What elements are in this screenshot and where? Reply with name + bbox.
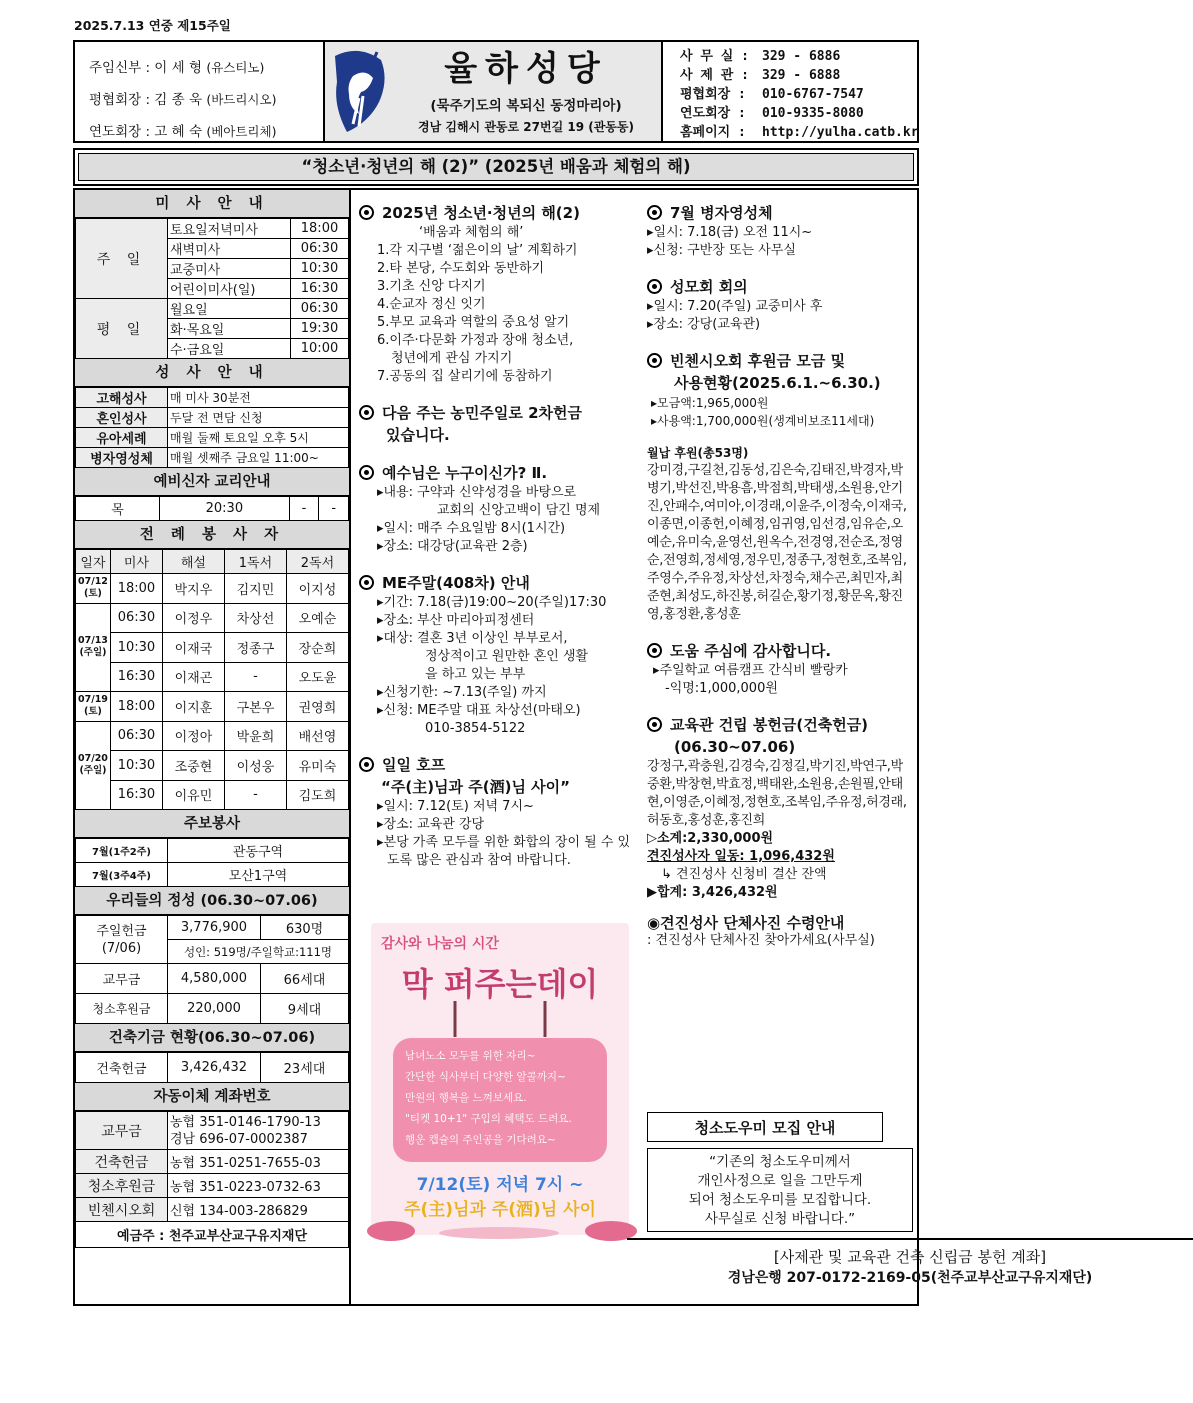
poster-tagline: 감사와 나눔의 시간 xyxy=(381,936,499,952)
liturgy-minister: - xyxy=(224,780,286,810)
sacrament-name: 유아세례 xyxy=(76,428,168,448)
col-header: 1독서 xyxy=(224,550,286,574)
liturgy-minister: 이정우 xyxy=(162,603,224,633)
liturgy-minister: 이지훈 xyxy=(162,692,224,722)
mass-schedule-title: 미 사 안 내 xyxy=(75,190,349,218)
liturgy-time: 16:30 xyxy=(110,662,162,692)
news-column-a xyxy=(359,202,639,870)
contact-list xyxy=(665,44,921,141)
list-item: ▸일시: 매주 수요일밤 8시(1시간) xyxy=(377,521,566,536)
mass-time: 10:00 xyxy=(291,339,349,359)
poster-date: 7/12(토) 저녁 7시 ~ xyxy=(416,1175,584,1195)
left-info-column xyxy=(75,190,351,1304)
me-weekend-heading: ME주말(408차) 안내 xyxy=(359,572,639,594)
liturgy-time: 10:30 xyxy=(110,751,162,781)
table-row xyxy=(76,603,349,633)
offering-type: 교무금 xyxy=(76,964,168,994)
sacrament-info: 매월 둘째 토요일 오후 5시 xyxy=(168,428,349,448)
parish-logo-icon xyxy=(329,46,391,136)
list-item: 5.부모 교육과 역할의 중요성 알기 xyxy=(377,315,570,330)
jesus-study-heading: 예수님은 누구이신가? Ⅱ. xyxy=(359,462,639,484)
officer-pastor: 주임신부 : 이 세 형 (유스티노) xyxy=(89,60,265,76)
mass-time: 06:30 xyxy=(291,299,349,319)
officer-prayer: 연도회장 : 고 혜 숙 (베아트리체) xyxy=(89,124,277,140)
account-holder: 예금주 : 천주교부산교구유지재단 xyxy=(76,1222,349,1248)
sacrament-name: 병자영성체 xyxy=(76,448,168,468)
vincent-society-heading: 빈첸시오회 후원금 모금 및 사용현황(2025.6.1.~6.30.) xyxy=(647,350,915,394)
liturgy-time: 06:30 xyxy=(110,721,162,751)
bullet-circle-icon xyxy=(359,205,374,220)
edu-building-heading: 교육관 건립 봉헌금(건축헌금) (06.30~07.06) xyxy=(647,714,915,758)
service-group: 모산1구역 xyxy=(168,863,349,887)
catechumen-table xyxy=(75,496,349,521)
liturgy-minister: 조중현 xyxy=(162,751,224,781)
bullet-circle-icon xyxy=(647,205,662,220)
edu-donors-list: 강정구,곽충원,김경숙,김정길,박기진,박연구,박중환,박창현,박효정,백태완,소원용,손원필,안태현,이영준,이혜정,정현호,조복임,주유정,허경래,허동호,홍성훈,홍진희 xyxy=(647,759,907,828)
edu-confirmation-note: ↳ 견진성사 신청비 결산 잔액 xyxy=(661,867,827,882)
liturgy-minister: 차상선 xyxy=(224,603,286,633)
liturgy-minister: 이재곤 xyxy=(162,662,224,692)
bullet-circle-icon xyxy=(647,643,662,658)
hope-event-heading: 일일 호프 xyxy=(359,754,639,776)
account-number: 농협 351-0223-0732-63 xyxy=(168,1174,349,1198)
bullet-circle-icon xyxy=(359,757,374,772)
bullet-circle-icon xyxy=(647,717,662,732)
liturgy-time: 18:00 xyxy=(110,574,162,604)
liturgy-title: 전 례 봉 사 자 xyxy=(75,521,349,549)
mothers-meeting-heading: 성모회 회의 xyxy=(647,276,915,298)
footer-title: [사제관 및 교육관 건축 신립금 봉헌 계좌] xyxy=(773,1248,1047,1266)
list-item: ▸장소: 교육관 강당 xyxy=(377,817,485,832)
building-count: 23세대 xyxy=(261,1053,349,1083)
account-label: 빈첸시오회 xyxy=(76,1198,168,1222)
list-item: 6.이주·다문화 가정과 장애 청소년, xyxy=(377,333,574,348)
thanks-heading: 도움 주심에 감사합니다. xyxy=(647,640,915,662)
farmers-sunday-heading: 다음 주는 농민주일로 2차헌금 있습니다. xyxy=(359,402,639,446)
youth-year-subtitle: ‘배움과 체험의 해’ xyxy=(419,225,524,240)
cleaner-recruit-box xyxy=(647,1112,913,1232)
footer-account: 경남은행 207-0172-2169-05(천주교부산교구유지재단) xyxy=(727,1270,1093,1286)
vincent-amounts xyxy=(647,394,915,430)
list-item: ▸일시: 7.20(주일) 교중미사 후 xyxy=(647,299,823,314)
liturgy-minister: 김도희 xyxy=(286,780,348,810)
mass-name: 토요일저녁미사 xyxy=(168,219,291,239)
col-header: 2독서 xyxy=(286,550,348,574)
issue-date: 2025.7.13 연중 제15주일 xyxy=(74,18,231,33)
sunday-offering-count: 630명 xyxy=(261,916,349,940)
poster-slogan: 주(主)님과 주(酒)님 사이 xyxy=(404,1200,596,1220)
list-item: ▸주일학교 여름캠프 간식비 빨랑카 xyxy=(653,663,848,678)
service-group: 관동구역 xyxy=(168,839,349,863)
table-row xyxy=(76,692,349,722)
news-column-b xyxy=(647,202,915,950)
service-week: 7월(1주2주) xyxy=(76,839,168,863)
list-item: -익명:1,000,000원 xyxy=(665,681,778,696)
poster-hanger-icon xyxy=(435,1001,565,1041)
list-item: ▸내용: 구약과 신약성경을 바탕으로 xyxy=(377,485,577,500)
list-item: 을 하고 있는 부부 xyxy=(425,667,526,682)
bullet-circle-icon xyxy=(647,279,662,294)
contact-office: 사 무 실 : 329 - 6886 xyxy=(680,49,841,64)
poster-title: 막 퍼주는데이 xyxy=(401,965,599,1003)
offering-amount: 4,580,000 xyxy=(168,964,261,994)
liturgy-minister: 배선영 xyxy=(286,721,348,751)
table-row xyxy=(76,662,349,692)
liturgy-minister: 이유민 xyxy=(162,780,224,810)
bulletin-service-title: 주보봉사 xyxy=(75,810,349,838)
mass-time: 10:30 xyxy=(291,259,349,279)
liturgy-minister: 유미숙 xyxy=(286,751,348,781)
parish-officers xyxy=(75,42,323,141)
offering-amount: 220,000 xyxy=(168,994,261,1024)
liturgy-minister: 이정아 xyxy=(162,721,224,751)
mass-time: 16:30 xyxy=(291,279,349,299)
sunday-label: 주 일 xyxy=(76,219,168,299)
list-item: ▸기간: 7.18(금)19:00~20(주일)17:30 xyxy=(377,595,607,610)
mass-name: 월요일 xyxy=(168,299,291,319)
list-item: ▸장소: 강당(교육관) xyxy=(647,317,761,332)
sick-communion-heading: 7월 병자영성체 xyxy=(647,202,915,224)
catechumen-day: 목 xyxy=(76,497,160,521)
cleaner-recruit-body: “기존의 청소도우미께서 개인사정으로 일을 그만두게 되어 청소도우미를 모집합니다. 사무실로 신청 바랍니다.” xyxy=(647,1148,913,1232)
sacrament-name: 혼인성사 xyxy=(76,408,168,428)
liturgy-date: 07/19 (토) xyxy=(76,692,111,722)
building-fund-title: 건축기금 현황(06.30~07.06) xyxy=(75,1024,349,1052)
sunday-offering-amount: 3,776,900 xyxy=(168,916,261,940)
catechumen-cell: - xyxy=(319,497,349,521)
liturgy-date: 07/13 (주일) xyxy=(76,603,111,692)
officer-council: 평협회장 : 김 종 욱 (바드리시오) xyxy=(89,92,277,108)
liturgy-minister: 구본우 xyxy=(224,692,286,722)
list-item: 교회의 신앙고백이 담긴 명제 xyxy=(437,503,601,518)
parish-address: 경남 김해시 관동로 27번길 19 (관동동) xyxy=(418,120,634,134)
hope-event-details xyxy=(359,798,639,870)
list-item: 7.공동의 집 살리기에 동참하기 xyxy=(377,369,553,384)
liturgy-minister: 박지우 xyxy=(162,574,224,604)
mass-time: 18:00 xyxy=(291,219,349,239)
edu-total: ▶합계: 3,426,432원 xyxy=(647,885,778,900)
liturgy-minister: 오예순 xyxy=(286,603,348,633)
mass-name: 새벽미사 xyxy=(168,239,291,259)
contact-rectory: 사 제 관 : 329 - 6888 xyxy=(680,68,841,83)
table-row xyxy=(76,633,349,663)
edu-confirmation-gift: 견진성사자 일동: 1,096,432원 xyxy=(647,849,835,864)
service-week: 7월(3주4주) xyxy=(76,863,168,887)
liturgy-time: 18:00 xyxy=(110,692,162,722)
list-item: 4.순교자 정신 잇기 xyxy=(377,297,486,312)
mass-time: 19:30 xyxy=(291,319,349,339)
liturgy-minister: - xyxy=(224,662,286,692)
bullet-circle-icon xyxy=(359,465,374,480)
list-item: 정상적이고 원만한 혼인 생활 xyxy=(425,649,589,664)
list-item: ▸사용액:1,700,000원(생계비보조11세대) xyxy=(651,414,875,428)
sacrament-name: 고해성사 xyxy=(76,388,168,408)
masthead xyxy=(73,40,919,143)
mass-time: 06:30 xyxy=(291,239,349,259)
catechumen-cell: - xyxy=(289,497,319,521)
list-item: ▸장소: 대강당(교육관 2층) xyxy=(377,539,528,554)
list-item: 1.각 지구별 ‘젊은이의 날’ 계획하기 xyxy=(377,243,578,258)
sacrament-info: 두달 전 면담 신청 xyxy=(168,408,349,428)
catechumen-title: 예비신자 교리안내 xyxy=(75,468,349,496)
bullet-circle-icon xyxy=(359,575,374,590)
liturgy-minister: 박윤희 xyxy=(224,721,286,751)
list-item: ▸대상: 결혼 3년 이상인 부부로서, xyxy=(377,631,568,646)
list-item: ▸모금액:1,965,000원 xyxy=(651,396,769,410)
year-theme-banner: “청소년·청년의 해 (2)” (2025년 배움과 체험의 해) xyxy=(73,148,919,186)
bulletin-body xyxy=(73,188,1093,1306)
list-item: 청년에게 관심 가지기 xyxy=(391,351,513,366)
youth-year-heading: 2025년 청소년·청년의 해(2) xyxy=(359,202,639,224)
liturgy-table xyxy=(75,549,349,810)
mass-name: 어린이미사(일) xyxy=(168,279,291,299)
liturgy-time: 16:30 xyxy=(110,780,162,810)
liturgy-minister: 이재국 xyxy=(162,633,224,663)
table-row xyxy=(76,780,349,810)
offering-type: 청소후원금 xyxy=(76,994,168,1024)
offerings-title: 우리들의 정성 (06.30~07.06) xyxy=(75,887,349,915)
jesus-study-details xyxy=(359,484,639,556)
mass-name: 수·금요일 xyxy=(168,339,291,359)
news-area xyxy=(351,190,1093,1304)
building-amount: 3,426,432 xyxy=(168,1053,261,1083)
account-numbers: 농협 351-0146-1790-13 경남 696-07-0002387 xyxy=(168,1112,349,1150)
bullet-circle-icon xyxy=(647,353,662,368)
list-item: ▸신청: ME주말 대표 차상선(마태오) xyxy=(377,703,581,718)
photo-heading: ◉견진성사 단체사진 수령안내 xyxy=(647,914,845,932)
account-label: 청소후원금 xyxy=(76,1174,168,1198)
photo-text: : 견진성사 단체사진 찾아가세요(사무실) xyxy=(647,933,875,948)
bullet-circle-icon xyxy=(359,405,374,420)
youth-year-list xyxy=(359,242,639,386)
list-item: 010-3854-5122 xyxy=(425,721,526,736)
liturgy-minister: 이성웅 xyxy=(224,751,286,781)
liturgy-minister: 김지민 xyxy=(224,574,286,604)
liturgy-time: 10:30 xyxy=(110,633,162,663)
list-item: ▸신청기한: ~7.13(주일) 까지 xyxy=(377,685,547,700)
col-header: 미사 xyxy=(110,550,162,574)
cleaner-recruit-title: 청소도우미 모집 안내 xyxy=(647,1112,883,1142)
building-label: 건축헌금 xyxy=(76,1053,168,1083)
liturgy-minister: 권영희 xyxy=(286,692,348,722)
me-weekend-details xyxy=(359,594,639,738)
sunday-offering-detail: 성인: 519명/주일학교:111명 xyxy=(168,940,349,964)
liturgy-date: 07/20 (주일) xyxy=(76,721,111,810)
liturgy-date: 07/12 (토) xyxy=(76,574,111,604)
mass-name: 교중미사 xyxy=(168,259,291,279)
contact-prayer: 연도회장 : 010-9335-8080 xyxy=(680,106,864,121)
edu-subtotal: ▷소계:2,330,000원 xyxy=(647,831,774,846)
sacraments-title: 성 사 안 내 xyxy=(75,359,349,387)
poster-description: 남녀노소 모두를 위한 자리~ 간단한 식사부터 다양한 알콜까지~ 만원의 행복을 느껴보세요. "티켓 10+1" 구입의 혜택도 드려요. 행운 캡슐의 주인공을 기다려요~ xyxy=(393,1038,607,1162)
vincent-donors-title: 월납 후원(총53명) xyxy=(647,446,749,460)
building-fund-table xyxy=(75,1052,349,1083)
account-label: 건축헌금 xyxy=(76,1150,168,1174)
sunday-offering-label: 주일헌금 (7/06) xyxy=(76,916,168,964)
table-row xyxy=(76,574,349,604)
col-header: 해설 xyxy=(162,550,224,574)
sacraments-table xyxy=(75,387,349,468)
catechumen-time: 20:30 xyxy=(160,497,290,521)
liturgy-minister: 정종구 xyxy=(224,633,286,663)
col-header: 일자 xyxy=(76,550,111,574)
list-item: 3.기초 신앙 다지기 xyxy=(377,279,486,294)
offerings-table xyxy=(75,915,349,1024)
liturgy-minister: 오도윤 xyxy=(286,662,348,692)
liturgy-time: 06:30 xyxy=(110,603,162,633)
parish-patron: (묵주기도의 복되신 동정마리아) xyxy=(430,98,622,114)
table-row xyxy=(76,751,349,781)
mass-name: 화·목요일 xyxy=(168,319,291,339)
list-item: ▸신청: 구반장 또는 사무실 xyxy=(647,243,796,258)
parish-title-block xyxy=(323,42,663,141)
hope-event-poster xyxy=(371,923,629,1235)
accounts-table xyxy=(75,1111,349,1248)
offering-count: 9세대 xyxy=(261,994,349,1024)
list-item: ▸본당 가족 모두를 위한 화합의 장이 될 수 있도록 많은 관심과 참여 바랍니다. xyxy=(377,835,631,868)
bulletin-service-table xyxy=(75,838,349,887)
sacrament-info: 매월 셋째주 금요일 11:00~ xyxy=(168,448,349,468)
accounts-title: 자동이체 계좌번호 xyxy=(75,1083,349,1111)
donation-account-footer xyxy=(627,1238,1193,1304)
vincent-donors-list: 강미경,구길천,김동성,김은숙,김태진,박경자,박병기,박선진,박용흠,박점희,박태생,소원용,안기진,안패수,여미아,이경래,이윤주,이정숙,이재국,이종면,이종헌,이혜정,임귀영,임선경,임유순,오예순,유미숙,윤영선,원옥수,전경영,전순조,정영순,전영희,정세영,정우민,정종구,정현호,조복임,주영수,주유정,차상선,차정숙,채수곤,최민자,최준현,최성도,하진봉,허길순,황기정,황문옥,황진영,홍정환,홍성훈 xyxy=(647,463,907,622)
list-item: ▸일시: 7.18(금) 오전 11시~ xyxy=(647,225,813,240)
liturgy-minister: 이지성 xyxy=(286,574,348,604)
contact-homepage[interactable]: 홈페이지 : http://yulha.catb.kr xyxy=(680,125,919,140)
list-item: 2.타 본당, 수도회와 동반하기 xyxy=(377,261,545,276)
account-number: 농협 351-0251-7655-03 xyxy=(168,1150,349,1174)
account-label: 교무금 xyxy=(76,1112,168,1150)
table-row xyxy=(76,721,349,751)
list-item: ▸일시: 7.12(토) 저녁 7시~ xyxy=(377,799,534,814)
hope-event-subtitle: “주(主)님과 주(酒)님 사이” xyxy=(381,778,571,796)
weekday-label: 평 일 xyxy=(76,299,168,359)
sacrament-info: 매 미사 30분전 xyxy=(168,388,349,408)
liturgy-minister: 장순희 xyxy=(286,633,348,663)
list-item: ▸장소: 부산 마리아피정센터 xyxy=(377,613,535,628)
offering-count: 66세대 xyxy=(261,964,349,994)
account-number: 신협 134-003-286829 xyxy=(168,1198,349,1222)
contact-council: 평협회장 : 010-6767-7547 xyxy=(680,87,864,102)
parish-name: 율하성당 xyxy=(444,49,608,89)
mass-schedule-table xyxy=(75,218,349,359)
poster-decoration-icon xyxy=(371,1215,629,1235)
